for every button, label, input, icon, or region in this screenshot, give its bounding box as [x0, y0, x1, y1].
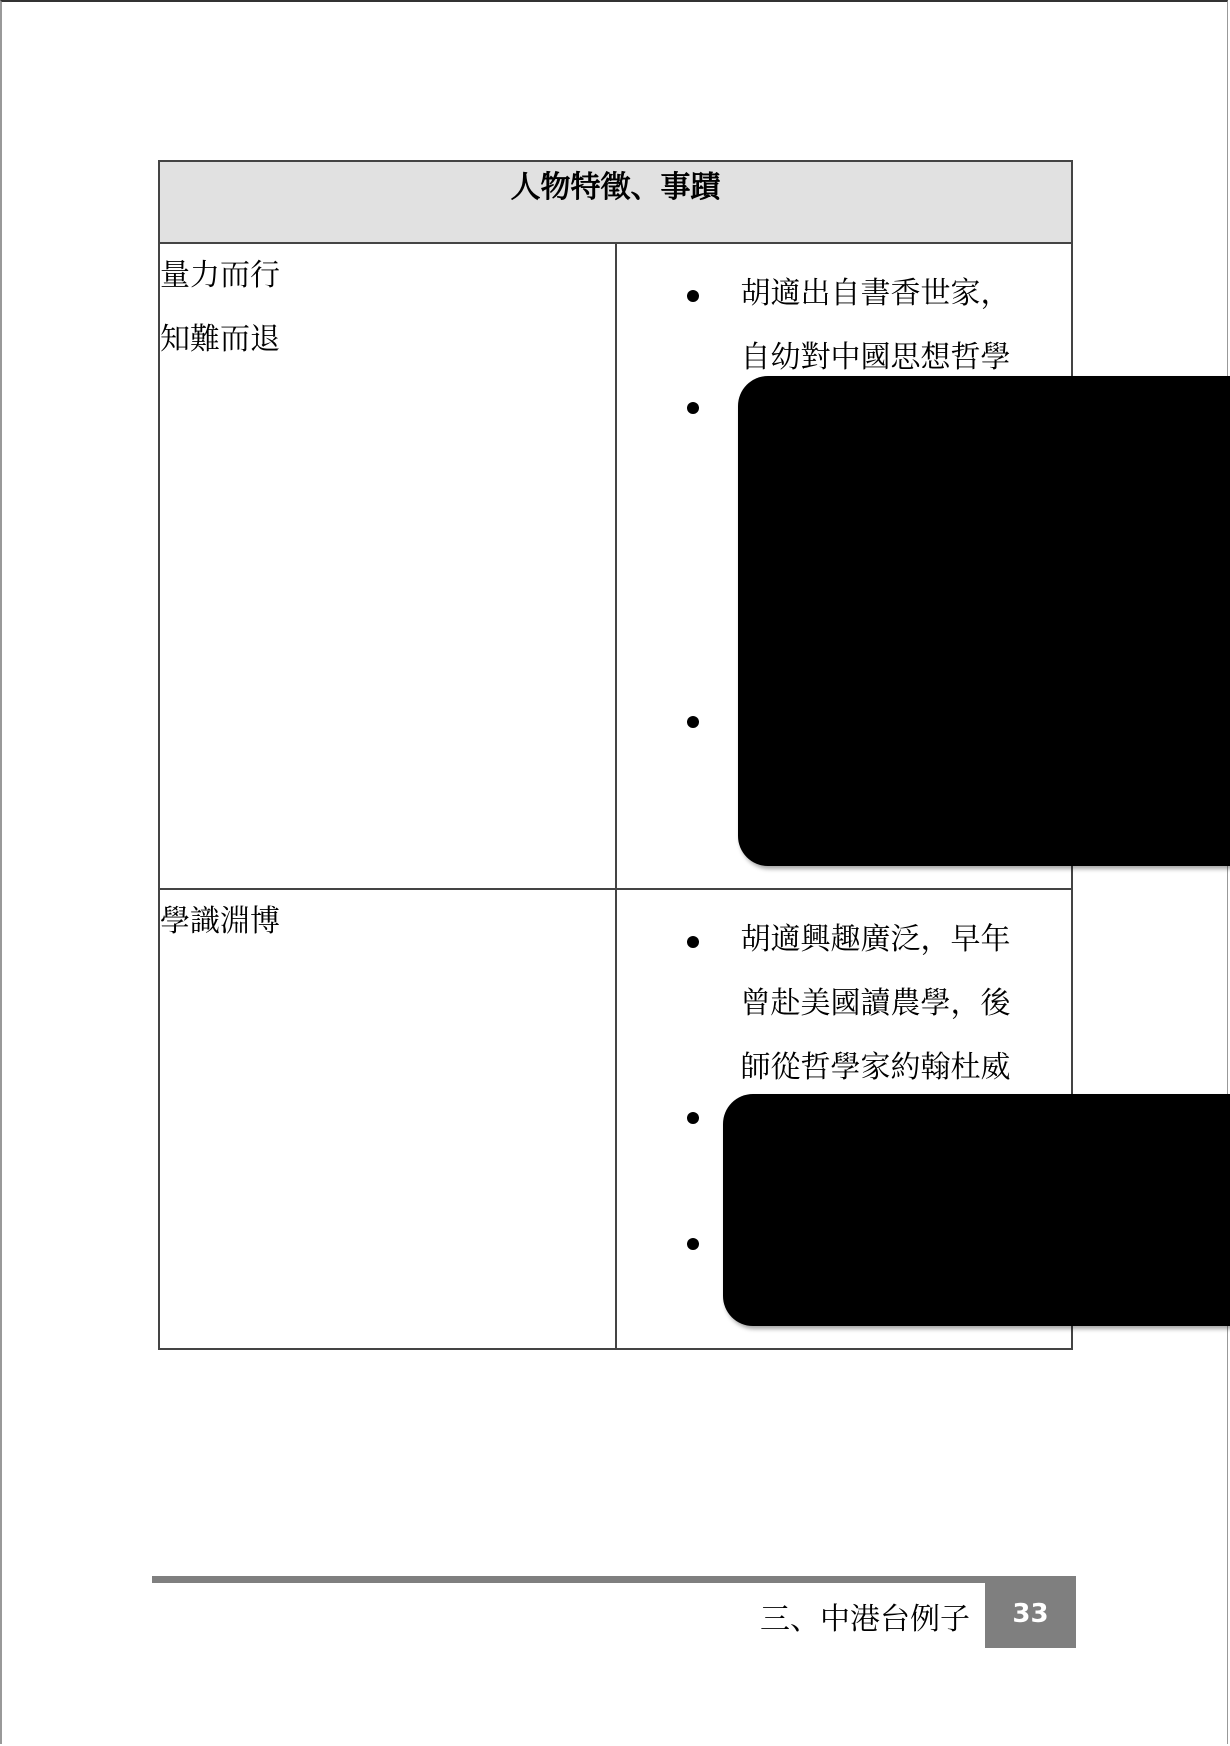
list-item-text: 胡適興趣廣泛，早年曾赴美國讀農學，後師從哲學家約翰杜威 — [740, 922, 1011, 1085]
row-content — [616, 889, 1073, 1349]
list-item-text: 胡適出自書香世家，自幼對中國思想哲學 — [740, 276, 1011, 375]
redaction-block — [723, 1094, 1230, 1326]
traits-table-grid — [158, 160, 1073, 1350]
table-row — [159, 889, 1072, 1349]
traits-table — [158, 160, 1073, 1350]
table-header: 人物特徵、事蹟 — [159, 161, 1072, 243]
page-number: 33 — [985, 1580, 1076, 1648]
bullet-icon — [687, 936, 699, 948]
table-row — [159, 243, 1072, 889]
row-label-line: 知難而退 — [160, 322, 280, 357]
redaction-block — [738, 376, 1230, 866]
bullet-icon — [687, 290, 699, 302]
row-label-line: 量力而行 — [160, 258, 280, 293]
row-label-line: 學識淵博 — [160, 904, 280, 939]
row-content — [616, 243, 1073, 889]
bullet-icon — [687, 716, 699, 728]
row-label — [159, 889, 616, 1349]
row-label — [159, 243, 616, 889]
bullet-icon — [687, 402, 699, 414]
footer-section-title: 三、中港台例子 — [760, 1602, 970, 1637]
bullet-icon — [687, 1238, 699, 1250]
bullet-icon — [687, 1112, 699, 1124]
footer-rule — [152, 1576, 1076, 1583]
